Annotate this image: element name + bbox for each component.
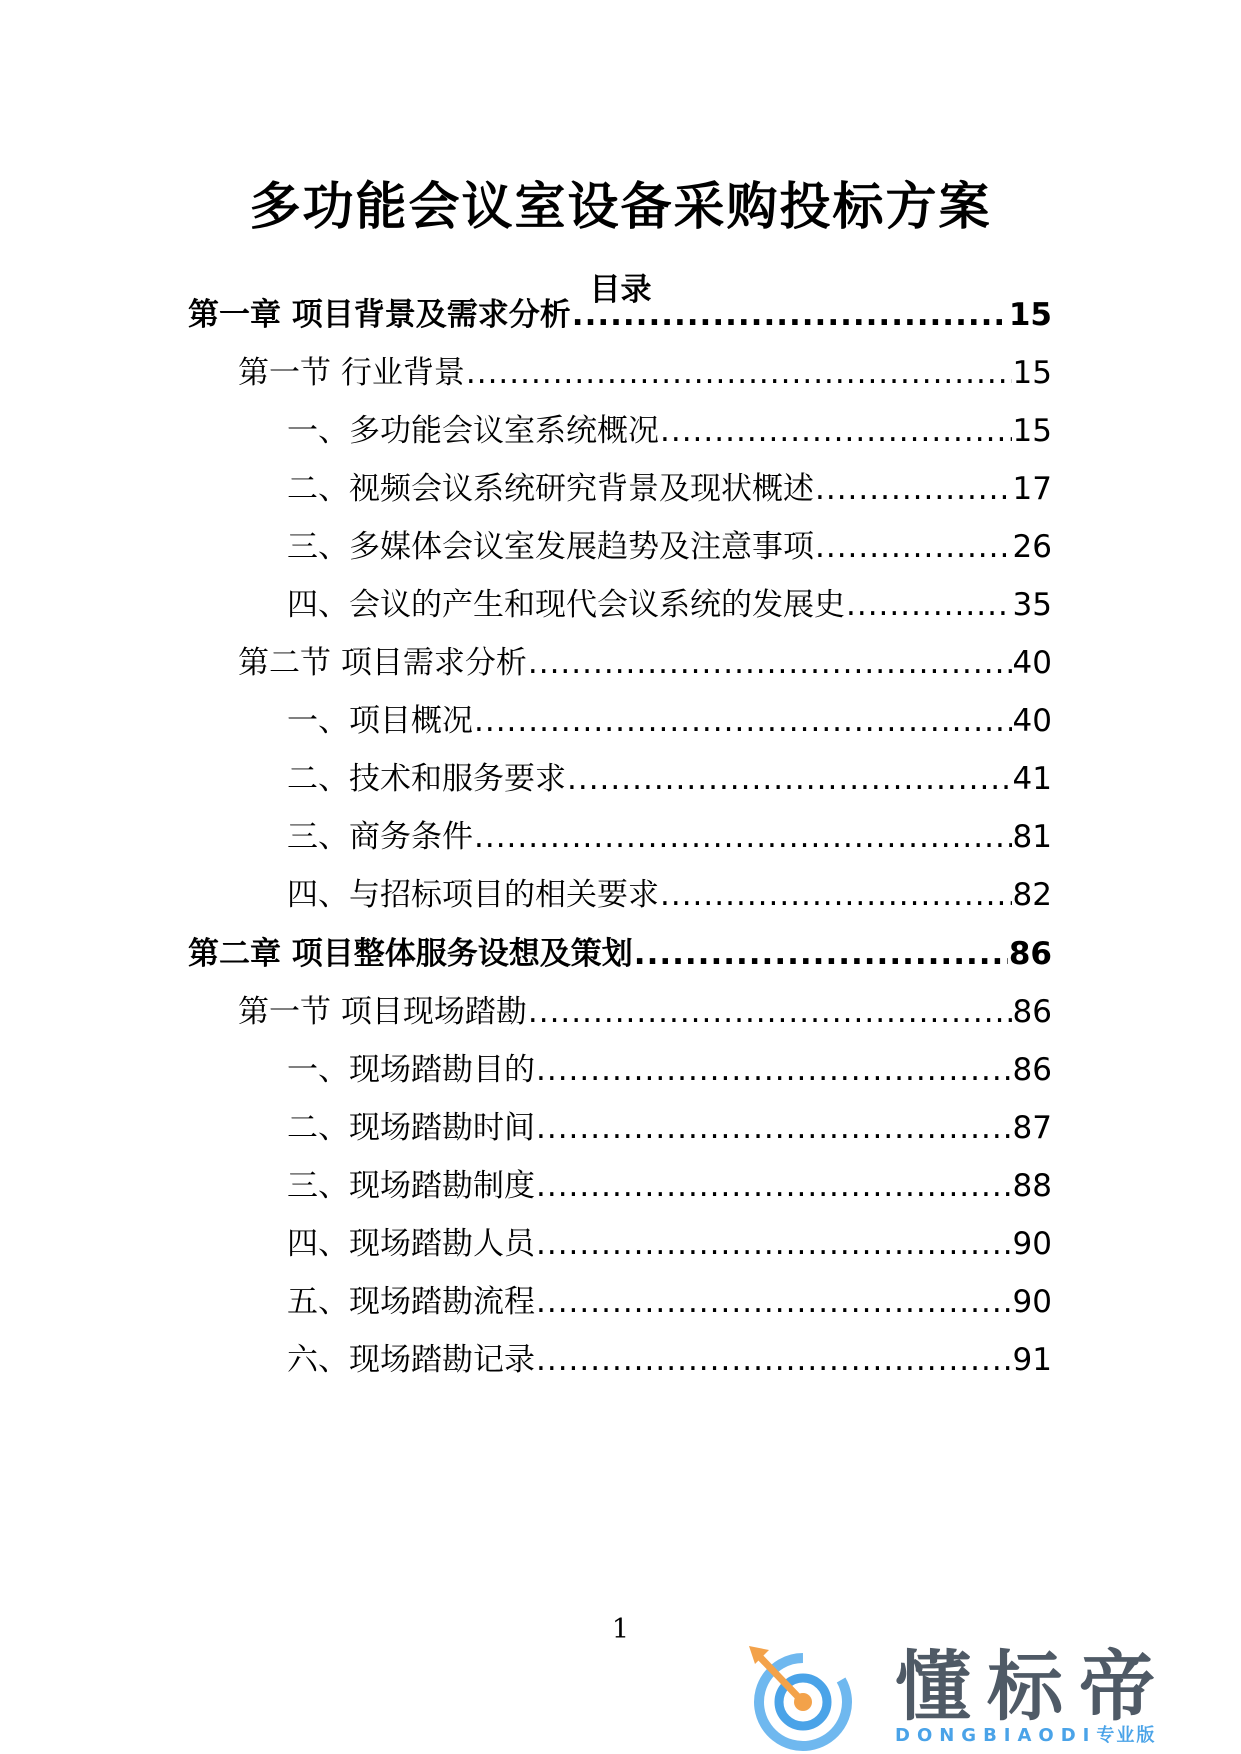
toc-dot-leader	[660, 873, 1012, 917]
watermark	[745, 1640, 1225, 1752]
toc-entry[interactable]	[188, 293, 1052, 337]
toc-entry-page: 15	[1008, 297, 1052, 333]
toc-dot-leader	[536, 1280, 1012, 1324]
toc-entry[interactable]	[238, 990, 1052, 1034]
toc-entry[interactable]	[287, 1048, 1052, 1092]
toc-dot-leader	[815, 525, 1012, 569]
toc-dot-leader	[474, 815, 1012, 859]
toc-entry-label: 三、现场踏勘制度	[287, 1168, 535, 1204]
watermark-edition: 专业版	[1096, 1725, 1157, 1746]
toc-entry-page: 81	[1012, 819, 1052, 855]
page-number: 1	[611, 1614, 630, 1645]
toc-entry[interactable]	[287, 1106, 1052, 1150]
toc-entry-label: 四、会议的产生和现代会议系统的发展史	[287, 587, 845, 623]
toc-dot-leader	[660, 409, 1012, 453]
toc-entry-label: 第二章 项目整体服务设想及策划	[188, 936, 633, 972]
toc-entry-page: 87	[1012, 1110, 1052, 1146]
toc-entry-label: 第一节 行业背景	[238, 355, 465, 391]
toc-entry[interactable]	[287, 699, 1052, 743]
toc-entry-page: 26	[1012, 529, 1052, 565]
toc-entry[interactable]	[287, 583, 1052, 627]
toc-entry-label: 二、技术和服务要求	[287, 761, 566, 797]
watermark-brand: 懂标帝	[895, 1642, 1171, 1731]
toc-entry-label: 四、现场踏勘人员	[287, 1226, 535, 1262]
toc-dot-leader	[846, 583, 1012, 627]
toc-entry[interactable]	[287, 873, 1052, 917]
toc-entry-label: 二、现场踏勘时间	[287, 1110, 535, 1146]
toc-entry-page: 91	[1012, 1342, 1052, 1378]
toc-entry[interactable]	[287, 1164, 1052, 1208]
toc-entry-page: 41	[1012, 761, 1052, 797]
toc-entry[interactable]	[287, 815, 1052, 859]
toc-dot-leader	[567, 757, 1012, 801]
toc-entry-page: 15	[1012, 413, 1052, 449]
watermark-pinyin: DONGBIAODI	[895, 1725, 1097, 1746]
toc-dot-leader	[572, 293, 1008, 337]
toc-dot-leader	[536, 1222, 1012, 1266]
toc-dot-leader	[634, 932, 1008, 976]
toc-dot-leader	[528, 641, 1012, 685]
toc-entry[interactable]	[287, 1280, 1052, 1324]
toc-entry-page: 17	[1012, 471, 1052, 507]
toc-dot-leader	[466, 351, 1012, 395]
toc-entry[interactable]	[238, 641, 1052, 685]
toc-dot-leader	[536, 1106, 1012, 1150]
toc-entry[interactable]	[287, 525, 1052, 569]
toc-entry-label: 二、视频会议系统研究背景及现状概述	[287, 471, 814, 507]
toc-entry-label: 一、项目概况	[287, 703, 473, 739]
toc-entry-page: 90	[1012, 1284, 1052, 1320]
toc-dot-leader	[536, 1338, 1012, 1382]
toc-entry-page: 82	[1012, 877, 1052, 913]
page-title: 多功能会议室设备采购投标方案	[249, 178, 992, 237]
toc-entry[interactable]	[287, 757, 1052, 801]
toc-entry-label: 一、现场踏勘目的	[287, 1052, 535, 1088]
toc-entry-label: 五、现场踏勘流程	[287, 1284, 535, 1320]
toc-dot-leader	[815, 467, 1012, 511]
toc-entry-label: 四、与招标项目的相关要求	[287, 877, 659, 913]
toc-entry[interactable]	[287, 1222, 1052, 1266]
toc-entry[interactable]	[287, 1338, 1052, 1382]
toc-entry-label: 第二节 项目需求分析	[238, 645, 527, 681]
toc-entry[interactable]	[287, 409, 1052, 453]
toc-entry-page: 90	[1012, 1226, 1052, 1262]
toc-entry[interactable]	[238, 351, 1052, 395]
toc-entry-page: 86	[1012, 994, 1052, 1030]
toc-entry[interactable]	[188, 932, 1052, 976]
toc-entry-page: 86	[1012, 1052, 1052, 1088]
toc-dot-leader	[474, 699, 1012, 743]
toc-entry-page: 15	[1012, 355, 1052, 391]
toc-entry-label: 三、多媒体会议室发展趋势及注意事项	[287, 529, 814, 565]
toc-entry-label: 第一节 项目现场踏勘	[238, 994, 527, 1030]
target-arrow-icon	[745, 1640, 865, 1752]
toc-entry-label: 一、多功能会议室系统概况	[287, 413, 659, 449]
toc-entry-page: 35	[1012, 587, 1052, 623]
toc-dot-leader	[536, 1164, 1012, 1208]
toc-entry[interactable]	[287, 467, 1052, 511]
toc-entry-page: 40	[1012, 703, 1052, 739]
toc-entry-label: 三、商务条件	[287, 819, 473, 855]
toc-heading: 目录	[589, 272, 652, 308]
toc-entry-label: 六、现场踏勘记录	[287, 1342, 535, 1378]
toc-dot-leader	[528, 990, 1012, 1034]
toc-entry-label: 第一章 项目背景及需求分析	[188, 297, 571, 333]
toc-entry-page: 86	[1008, 936, 1052, 972]
toc-entry-page: 40	[1012, 645, 1052, 681]
toc-dot-leader	[536, 1048, 1012, 1092]
watermark-subtitle	[895, 1724, 1156, 1748]
toc-entry-page: 88	[1012, 1168, 1052, 1204]
